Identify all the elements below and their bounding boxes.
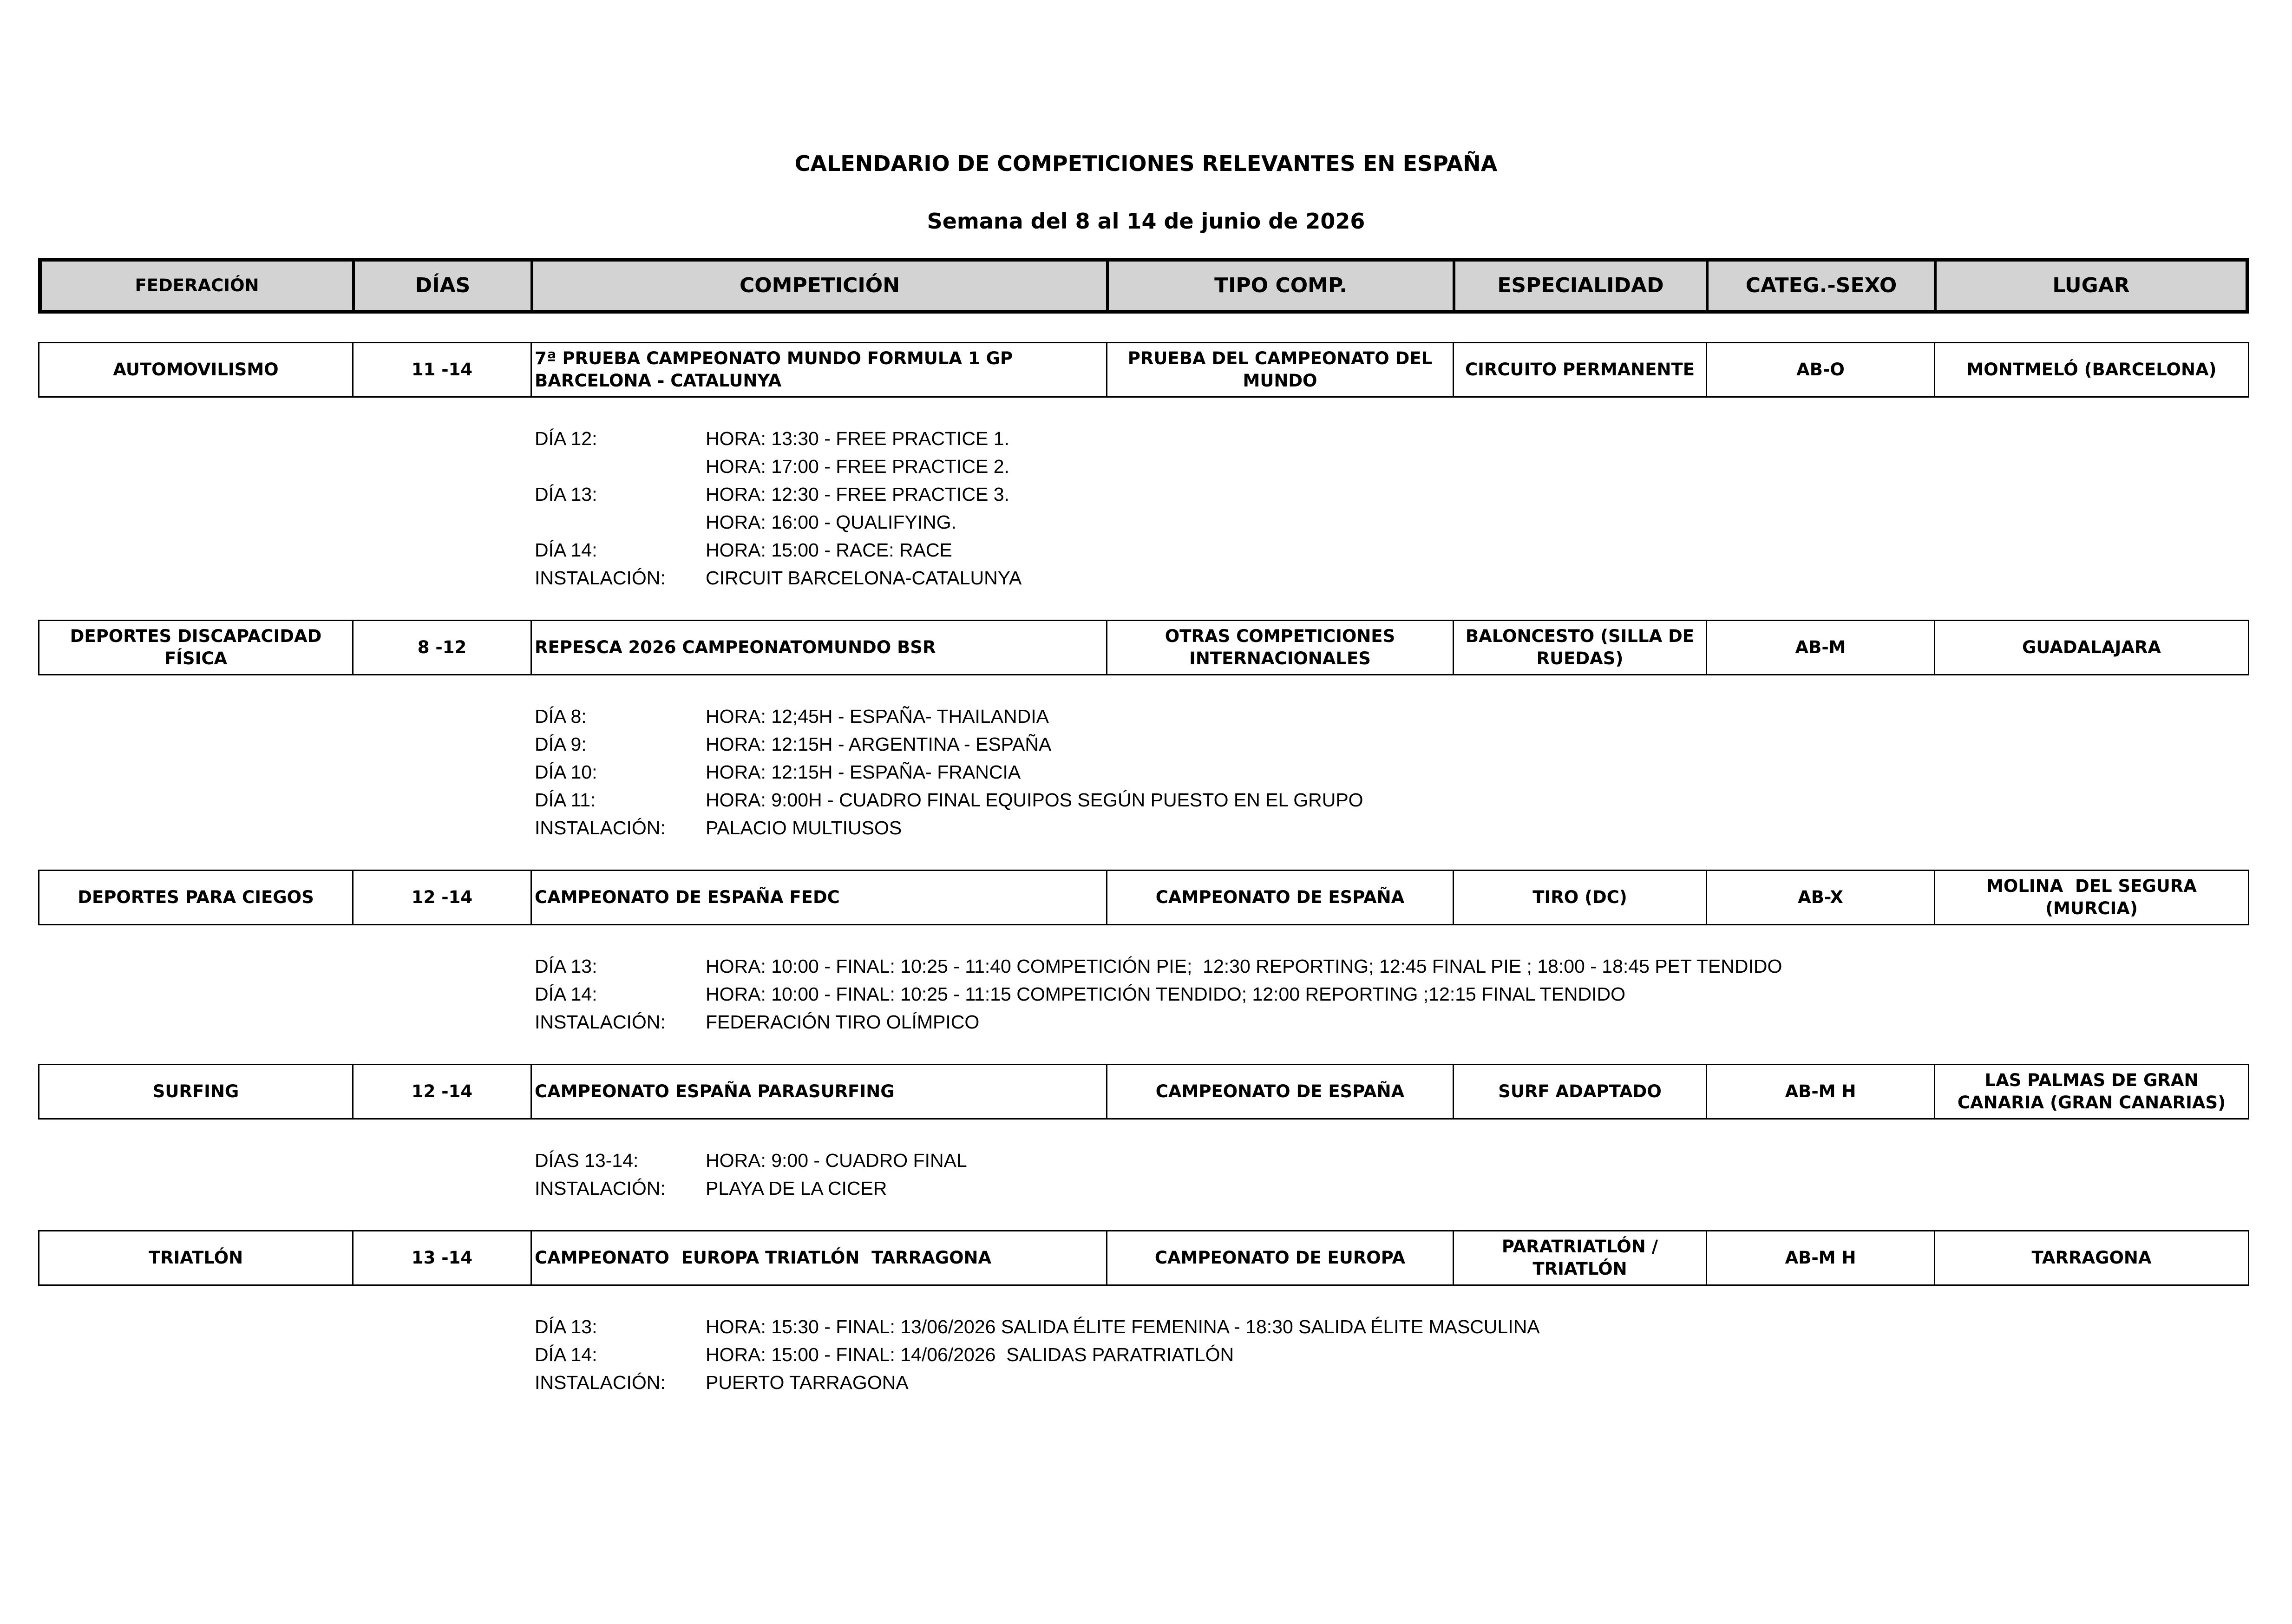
cell-categoria (1706, 871, 1934, 924)
cell-tipo (1106, 1231, 1453, 1284)
table-row (38, 1064, 2249, 1120)
cell-categoria (1706, 343, 1934, 396)
detail-value: HORA: 9:00H - CUADRO FINAL EQUIPOS SEGÚN PUESTO EN EL GRUPO (706, 789, 1363, 811)
cell-federacion (39, 343, 352, 396)
detail-line (535, 730, 2249, 758)
detail-line (535, 1341, 2249, 1369)
competicion-text: CAMPEONATO EUROPA TRIATLÓN TARRAGONA (535, 1248, 992, 1268)
event-details (535, 702, 2249, 842)
detail-value: PALACIO MULTIUSOS (706, 817, 902, 838)
categoria-text: AB-X (1798, 887, 1843, 907)
cell-categoria (1706, 1065, 1934, 1118)
header-especialidad (1453, 262, 1706, 310)
detail-line (535, 452, 2249, 480)
cell-dias (352, 1231, 530, 1284)
federacion-text: TRIATLÓN (148, 1248, 243, 1268)
federacion-text: AUTOMOVILISMO (113, 360, 279, 380)
cell-especialidad (1453, 1065, 1706, 1118)
detail-label: DÍA 14: (535, 539, 597, 561)
detail-value: HORA: 10:00 - FINAL: 10:25 - 11:40 COMPETICIÓN PIE; 12:30 REPORTING; 12:45 FINAL PIE ; 18:00 - 18:45 PET TENDIDO (706, 956, 1782, 977)
especialidad-text: SURF ADAPTADO (1498, 1081, 1662, 1101)
detail-value: HORA: 12:30 - FREE PRACTICE 3. (706, 484, 1009, 505)
dias-text: 13 -14 (411, 1248, 473, 1268)
detail-label (535, 452, 706, 480)
cell-dias (352, 621, 530, 674)
detail-value: HORA: 10:00 - FINAL: 10:25 - 11:15 COMPETICIÓN TENDIDO; 12:00 REPORTING ;12:15 FINAL TENDIDO (706, 983, 1626, 1005)
detail-label: DÍA 13: (535, 956, 597, 977)
header-label: LUGAR (2052, 274, 2130, 297)
cell-competicion (530, 343, 1106, 396)
header-dias (352, 262, 530, 310)
tipo-text: CAMPEONATO DE EUROPA (1154, 1248, 1406, 1268)
detail-label: INSTALACIÓN: (535, 1011, 666, 1033)
detail-line (535, 1008, 2249, 1036)
detail-value: CIRCUIT BARCELONA-CATALUNYA (706, 567, 1022, 589)
header-categ-sexo (1706, 262, 1934, 310)
page-title: CALENDARIO DE COMPETICIONES RELEVANTES EN ESPAÑA (794, 151, 1498, 176)
cell-federacion (39, 871, 352, 924)
competicion-text: CAMPEONATO ESPAÑA PARASURFING (535, 1081, 895, 1101)
detail-value: PLAYA DE LA CICER (706, 1178, 887, 1199)
page-subtitle: Semana del 8 al 14 de junio de 2026 (927, 209, 1365, 234)
detail-line (535, 758, 2249, 786)
tipo-text: OTRAS COMPETICIONES INTERNACIONALES (1165, 626, 1401, 668)
tipo-text: CAMPEONATO DE ESPAÑA (1155, 1081, 1405, 1101)
categoria-text: AB-M H (1785, 1248, 1856, 1268)
cell-lugar (1934, 1065, 2248, 1118)
lugar-text: LAS PALMAS DE GRAN CANARIA (GRAN CANARIAS) (1957, 1070, 2226, 1113)
detail-label: DÍA 9: (535, 733, 587, 755)
table-row (38, 342, 2249, 398)
detail-line (535, 1174, 2249, 1202)
categoria-text: AB-M (1795, 637, 1846, 657)
detail-label: DÍA 10: (535, 761, 597, 783)
lugar-text: MOLINA DEL SEGURA (MURCIA) (1986, 876, 2203, 918)
cell-lugar (1934, 621, 2248, 674)
detail-label: DÍA 13: (535, 484, 597, 505)
detail-line (535, 425, 2249, 452)
header-competicion (530, 262, 1106, 310)
cell-especialidad (1453, 1231, 1706, 1284)
detail-label (535, 508, 706, 536)
detail-label: DÍA 14: (535, 1344, 597, 1365)
lugar-text: TARRAGONA (2031, 1248, 2152, 1268)
header-label: CATEG.-SEXO (1745, 274, 1897, 297)
dias-text: 12 -14 (411, 1081, 473, 1101)
detail-label: INSTALACIÓN: (535, 567, 666, 589)
cell-especialidad (1453, 343, 1706, 396)
calendar-table (38, 258, 2249, 1396)
detail-label: INSTALACIÓN: (535, 1178, 666, 1199)
lugar-text: GUADALAJARA (2022, 637, 2161, 657)
detail-line (535, 564, 2249, 592)
federacion-text: DEPORTES DISCAPACIDAD FÍSICA (70, 626, 328, 668)
cell-tipo (1106, 621, 1453, 674)
header-label: COMPETICIÓN (739, 274, 900, 297)
federacion-text: SURFING (152, 1081, 239, 1101)
detail-value: PUERTO TARRAGONA (706, 1372, 909, 1393)
table-row (38, 1230, 2249, 1286)
detail-label: DÍA 8: (535, 706, 587, 727)
event-details (535, 952, 2249, 1036)
table-row (38, 620, 2249, 675)
competicion-text: CAMPEONATO DE ESPAÑA FEDC (535, 887, 840, 907)
cell-federacion (39, 1065, 352, 1118)
competicion-text: REPESCA 2026 CAMPEONATOMUNDO BSR (535, 637, 936, 657)
cell-federacion (39, 1231, 352, 1284)
header-tipo-comp (1106, 262, 1453, 310)
lugar-text: MONTMELÓ (BARCELONA) (1966, 360, 2217, 380)
cell-dias (352, 343, 530, 396)
cell-competicion (530, 621, 1106, 674)
cell-tipo (1106, 343, 1453, 396)
detail-value: HORA: 17:00 - FREE PRACTICE 2. (706, 456, 1009, 477)
cell-competicion (530, 1065, 1106, 1118)
detail-line (535, 952, 2249, 980)
detail-label: DÍA 12: (535, 428, 597, 449)
event-details (535, 1313, 2249, 1396)
detail-line (535, 480, 2249, 508)
cell-dias (352, 871, 530, 924)
categoria-text: AB-M H (1785, 1081, 1856, 1101)
event-details (535, 1146, 2249, 1202)
especialidad-text: PARATRIATLÓN / TRIATLÓN (1501, 1237, 1664, 1279)
detail-line (535, 508, 2249, 536)
cell-dias (352, 1065, 530, 1118)
cell-tipo (1106, 1065, 1453, 1118)
detail-value: HORA: 12:15H - ESPAÑA- FRANCIA (706, 761, 1021, 783)
detail-line (535, 786, 2249, 814)
detail-label: INSTALACIÓN: (535, 817, 666, 838)
detail-value: FEDERACIÓN TIRO OLÍMPICO (706, 1011, 980, 1033)
dias-text: 11 -14 (411, 360, 473, 380)
dias-text: 8 -12 (417, 637, 467, 657)
detail-value: HORA: 12:15H - ARGENTINA - ESPAÑA (706, 733, 1052, 755)
detail-label: DÍA 13: (535, 1316, 597, 1337)
detail-line (535, 980, 2249, 1008)
cell-categoria (1706, 1231, 1934, 1284)
categoria-text: AB-O (1796, 360, 1845, 380)
especialidad-text: TIRO (DC) (1532, 887, 1627, 907)
cell-competicion (530, 871, 1106, 924)
cell-federacion (39, 621, 352, 674)
cell-especialidad (1453, 871, 1706, 924)
detail-line (535, 536, 2249, 564)
cell-tipo (1106, 871, 1453, 924)
cell-lugar (1934, 871, 2248, 924)
detail-label: DÍA 14: (535, 983, 597, 1005)
detail-label: DÍA 11: (535, 789, 596, 811)
tipo-text: CAMPEONATO DE ESPAÑA (1155, 887, 1405, 907)
header-label: FEDERACIÓN (135, 275, 259, 295)
detail-line (535, 702, 2249, 730)
detail-line (535, 1369, 2249, 1396)
header-lugar (1934, 262, 2246, 310)
cell-competicion (530, 1231, 1106, 1284)
detail-label: DÍAS 13-14: (535, 1150, 639, 1171)
detail-line (535, 814, 2249, 842)
header-label: DÍAS (415, 274, 471, 297)
cell-categoria (1706, 621, 1934, 674)
detail-line (535, 1146, 2249, 1174)
header-federacion (42, 262, 352, 310)
detail-value: HORA: 9:00 - CUADRO FINAL (706, 1150, 967, 1171)
detail-value: HORA: 13:30 - FREE PRACTICE 1. (706, 428, 1009, 449)
event-details (535, 425, 2249, 592)
table-row (38, 870, 2249, 925)
especialidad-text: BALONCESTO (SILLA DE RUEDAS) (1465, 626, 1700, 668)
table-header-row (38, 258, 2249, 314)
detail-value: HORA: 15:00 - RACE: RACE (706, 539, 952, 561)
especialidad-text: CIRCUITO PERMANENTE (1465, 360, 1695, 380)
detail-value: HORA: 16:00 - QUALIFYING. (706, 511, 956, 533)
tipo-text: PRUEBA DEL CAMPEONATO DEL MUNDO (1127, 348, 1439, 391)
detail-line (535, 1313, 2249, 1341)
cell-especialidad (1453, 621, 1706, 674)
detail-label: INSTALACIÓN: (535, 1372, 666, 1393)
federacion-text: DEPORTES PARA CIEGOS (78, 887, 314, 907)
competicion-text: 7ª PRUEBA CAMPEONATO MUNDO FORMULA 1 GP BARCELONA - CATALUNYA (535, 348, 1019, 391)
header-label: TIPO COMP. (1214, 274, 1347, 297)
cell-lugar (1934, 1231, 2248, 1284)
header-label: ESPECIALIDAD (1497, 274, 1664, 297)
detail-value: HORA: 15:00 - FINAL: 14/06/2026 SALIDAS PARATRIATLÓN (706, 1344, 1234, 1365)
detail-value: HORA: 15:30 - FINAL: 13/06/2026 SALIDA ÉLITE FEMENINA - 18:30 SALIDA ÉLITE MASCULINA (706, 1316, 1540, 1337)
cell-lugar (1934, 343, 2248, 396)
detail-value: HORA: 12;45H - ESPAÑA- THAILANDIA (706, 706, 1049, 727)
dias-text: 12 -14 (411, 887, 473, 907)
